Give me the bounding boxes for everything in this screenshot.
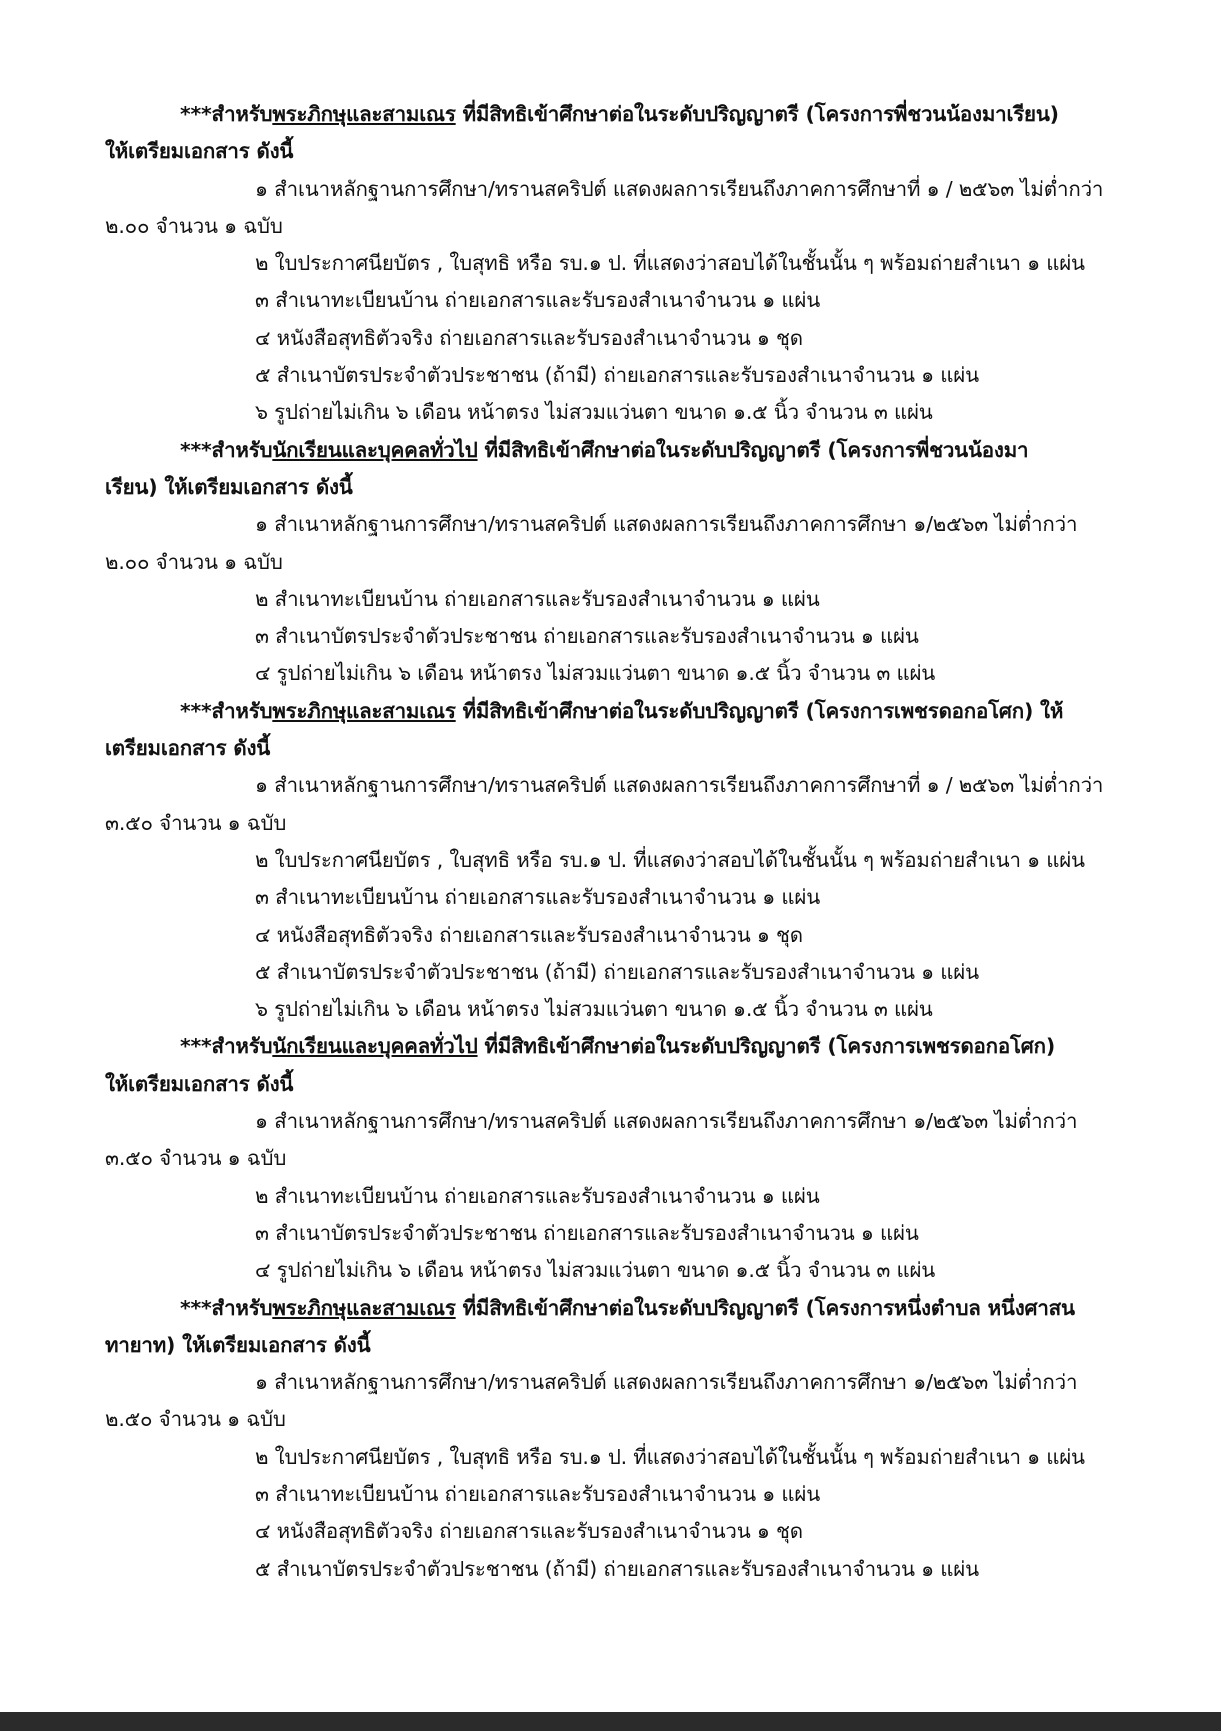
document-list-item: ๒ สำเนาทะเบียนบ้าน ถ่ายเอกสารและรับรองสำเนาจำนวน ๑ แผ่น <box>255 1183 820 1208</box>
document-list-item: ๒ ใบประกาศนียบัตร , ใบสุทธิ หรือ รบ.๑ ป. ที่แสดงว่าสอบได้ในชั้นนั้น ๆ พร้อมถ่ายสำเนา ๑ แผ่น <box>255 847 1085 872</box>
section-heading-rest: ที่มีสิทธิเข้าศึกษาต่อในระดับปริญญาตรี (โครงการพี่ชวนน้องมา <box>477 437 1029 462</box>
document-body <box>105 96 1120 1588</box>
document-list-item: ๑ สำเนาหลักฐานการศึกษา/ทรานสคริปต์ แสดงผลการเรียนถึงภาคการศึกษา ๑/๒๕๖๓ ไม่ต่ำกว่า <box>255 1109 1078 1134</box>
document-list-item: ๒ ใบประกาศนียบัตร , ใบสุทธิ หรือ รบ.๑ ป. ที่แสดงว่าสอบได้ในชั้นนั้น ๆ พร้อมถ่ายสำเนา ๑ แผ่น <box>255 251 1085 276</box>
document-list-item: ๑ สำเนาหลักฐานการศึกษา/ทรานสคริปต์ แสดงผลการเรียนถึงภาคการศึกษา ๑/๒๕๖๓ ไม่ต่ำกว่า <box>255 1370 1078 1395</box>
bottom-bar <box>0 1712 1221 1731</box>
section-heading <box>105 1028 1120 1065</box>
document-list-item: ๖ รูปถ่ายไม่เกิน ๖ เดือน หน้าตรง ไม่สวมแว่นตา ขนาด ๑.๕ นิ้ว จำนวน ๓ แผ่น <box>255 997 933 1022</box>
section-heading-audience: พระภิกษุและสามเณร <box>272 102 456 126</box>
section-heading-continuation: เรียน) ให้เตรียมเอกสาร ดังนี้ <box>105 474 353 499</box>
document-list-item-continuation: ๒.๐๐ จำนวน ๑ ฉบับ <box>105 213 283 238</box>
section-heading <box>105 432 1120 469</box>
section-heading-rest: ที่มีสิทธิเข้าศึกษาต่อในระดับปริญญาตรี (โครงการหนึ่งตำบล หนึ่งศาสน <box>455 1295 1075 1320</box>
document-list-item: ๔ หนังสือสุทธิตัวจริง ถ่ายเอกสารและรับรองสำเนาจำนวน ๑ ชุด <box>255 325 803 350</box>
section-heading-rest: ที่มีสิทธิเข้าศึกษาต่อในระดับปริญญาตรี (โครงการเพชรดอกอโศก) ให้ <box>455 698 1064 723</box>
document-list-item: ๔ หนังสือสุทธิตัวจริง ถ่ายเอกสารและรับรองสำเนาจำนวน ๑ ชุด <box>255 922 803 947</box>
document-list-item-continuation: ๒.๐๐ จำนวน ๑ ฉบับ <box>105 549 283 574</box>
section-heading-audience: พระภิกษุและสามเณร <box>272 698 456 723</box>
section-heading-rest: ที่มีสิทธิเข้าศึกษาต่อในระดับปริญญาตรี (โครงการเพชรดอกอโศก) <box>477 1034 1055 1059</box>
section-heading-continuation: เตรียมเอกสาร ดังนี้ <box>105 736 271 761</box>
document-list-item: ๔ รูปถ่ายไม่เกิน ๖ เดือน หน้าตรง ไม่สวมแว่นตา ขนาด ๑.๕ นิ้ว จำนวน ๓ แผ่น <box>255 661 936 686</box>
document-list-item: ๒ สำเนาทะเบียนบ้าน ถ่ายเอกสารและรับรองสำเนาจำนวน ๑ แผ่น <box>255 586 820 611</box>
document-list-item: ๓ สำเนาบัตรประจำตัวประชาชน ถ่ายเอกสารและรับรองสำเนาจำนวน ๑ แผ่น <box>255 1220 919 1245</box>
document-list-item: ๔ หนังสือสุทธิตัวจริง ถ่ายเอกสารและรับรองสำเนาจำนวน ๑ ชุด <box>255 1519 803 1544</box>
document-list-item: ๔ รูปถ่ายไม่เกิน ๖ เดือน หน้าตรง ไม่สวมแว่นตา ขนาด ๑.๕ นิ้ว จำนวน ๓ แผ่น <box>255 1258 936 1283</box>
document-list-item: ๖ รูปถ่ายไม่เกิน ๖ เดือน หน้าตรง ไม่สวมแว่นตา ขนาด ๑.๕ นิ้ว จำนวน ๓ แผ่น <box>255 400 933 425</box>
section-heading-prefix: ***สำหรับ <box>180 102 273 126</box>
document-list-item-continuation: ๓.๕๐ จำนวน ๑ ฉบับ <box>105 1146 287 1171</box>
section-heading-prefix: ***สำหรับ <box>180 698 273 723</box>
section-heading-audience: นักเรียนและบุคคลทั่วไป <box>272 437 478 462</box>
document-list-item: ๑ สำเนาหลักฐานการศึกษา/ทรานสคริปต์ แสดงผลการเรียนถึงภาคการศึกษาที่ ๑ / ๒๕๖๓ ไม่ต่ำกว่า <box>255 773 1104 798</box>
document-list-item: ๓ สำเนาทะเบียนบ้าน ถ่ายเอกสารและรับรองสำเนาจำนวน ๑ แผ่น <box>255 288 821 313</box>
section-heading-continuation: ให้เตรียมเอกสาร ดังนี้ <box>105 1071 294 1096</box>
section-heading-rest: ที่มีสิทธิเข้าศึกษาต่อในระดับปริญญาตรี (โครงการพี่ชวนน้องมาเรียน) <box>455 102 1059 126</box>
document-list-item: ๕ สำเนาบัตรประจำตัวประชาชน (ถ้ามี) ถ่ายเอกสารและรับรองสำเนาจำนวน ๑ แผ่น <box>255 363 979 388</box>
section-heading-audience: พระภิกษุและสามเณร <box>272 1295 456 1320</box>
section-heading-prefix: ***สำหรับ <box>180 1295 273 1320</box>
section-heading-audience: นักเรียนและบุคคลทั่วไป <box>272 1034 478 1059</box>
document-list-item: ๕ สำเนาบัตรประจำตัวประชาชน (ถ้ามี) ถ่ายเอกสารและรับรองสำเนาจำนวน ๑ แผ่น <box>255 1556 979 1581</box>
document-list-item-continuation: ๒.๕๐ จำนวน ๑ ฉบับ <box>105 1407 286 1432</box>
section-heading <box>105 1290 1120 1327</box>
document-list-item: ๒ ใบประกาศนียบัตร , ใบสุทธิ หรือ รบ.๑ ป. ที่แสดงว่าสอบได้ในชั้นนั้น ๆ พร้อมถ่ายสำเนา ๑ แผ่น <box>255 1444 1085 1469</box>
document-list-item: ๑ สำเนาหลักฐานการศึกษา/ทรานสคริปต์ แสดงผลการเรียนถึงภาคการศึกษา ๑/๒๕๖๓ ไม่ต่ำกว่า <box>255 512 1078 537</box>
document-list-item: ๓ สำเนาทะเบียนบ้าน ถ่ายเอกสารและรับรองสำเนาจำนวน ๑ แผ่น <box>255 1481 821 1506</box>
section-heading-prefix: ***สำหรับ <box>180 1034 273 1059</box>
section-heading-continuation: ให้เตรียมเอกสาร ดังนี้ <box>105 139 294 164</box>
section-heading-prefix: ***สำหรับ <box>180 437 273 462</box>
document-list-item: ๑ สำเนาหลักฐานการศึกษา/ทรานสคริปต์ แสดงผลการเรียนถึงภาคการศึกษาที่ ๑ / ๒๕๖๓ ไม่ต่ำกว่า <box>255 176 1104 201</box>
document-list-item: ๕ สำเนาบัตรประจำตัวประชาชน (ถ้ามี) ถ่ายเอกสารและรับรองสำเนาจำนวน ๑ แผ่น <box>255 959 979 984</box>
section-heading <box>105 96 1120 133</box>
document-list-item-continuation: ๓.๕๐ จำนวน ๑ ฉบับ <box>105 810 287 835</box>
document-list-item: ๓ สำเนาทะเบียนบ้าน ถ่ายเอกสารและรับรองสำเนาจำนวน ๑ แผ่น <box>255 885 821 910</box>
section-heading <box>105 693 1120 730</box>
document-list-item: ๓ สำเนาบัตรประจำตัวประชาชน ถ่ายเอกสารและรับรองสำเนาจำนวน ๑ แผ่น <box>255 624 919 649</box>
section-heading-continuation: ทายาท) ให้เตรียมเอกสาร ดังนี้ <box>105 1332 371 1357</box>
